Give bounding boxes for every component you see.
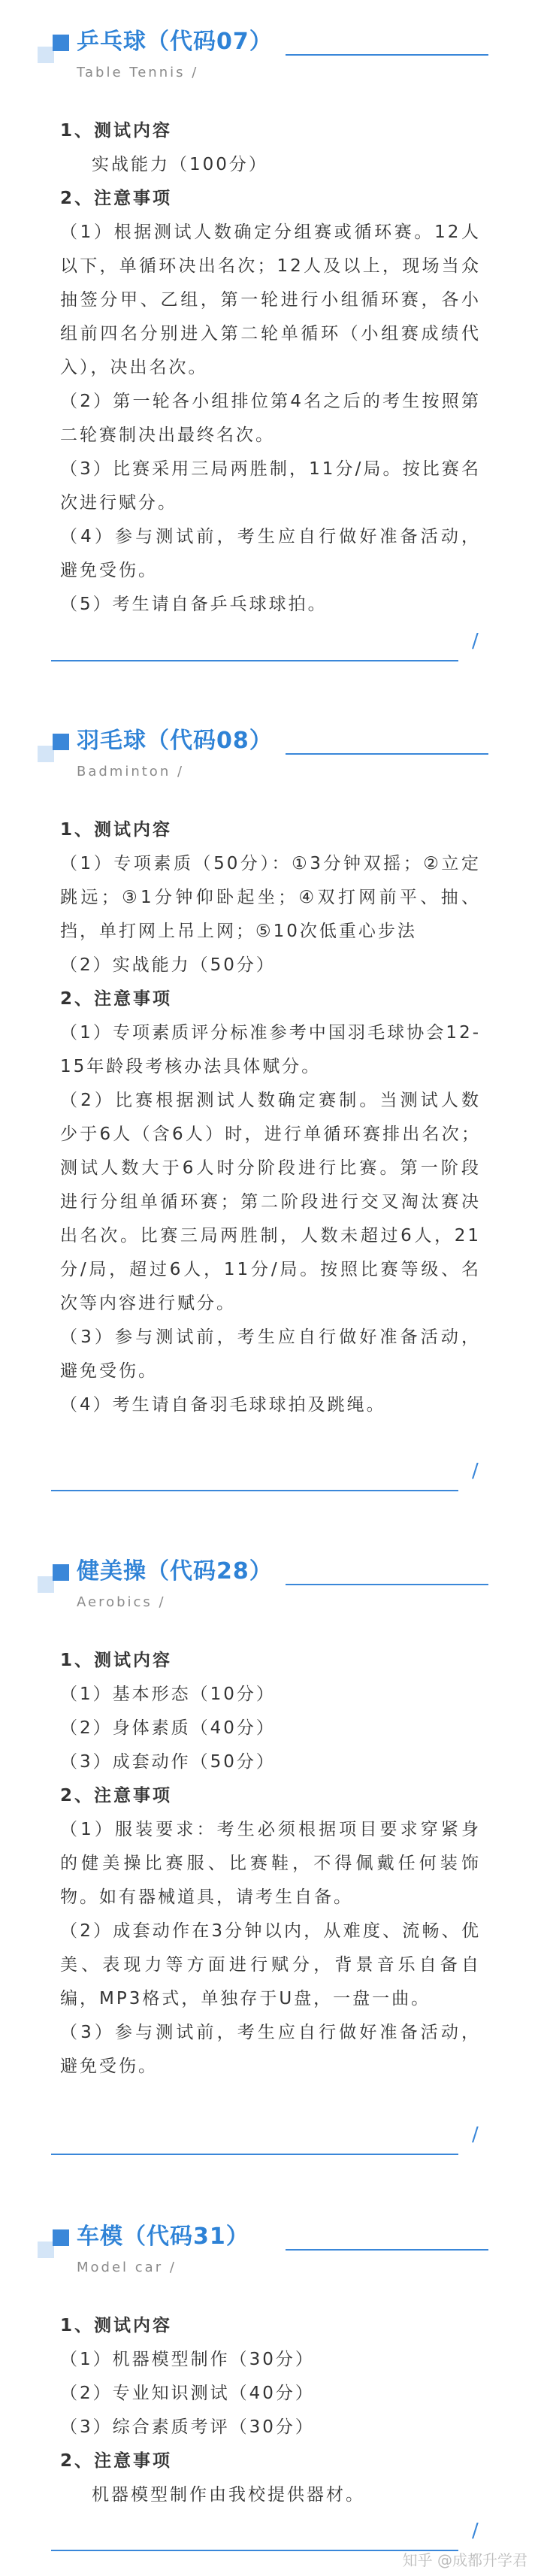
section-subtitle: Aerobics /: [77, 1594, 166, 1610]
section-body: [60, 1644, 481, 2084]
paragraph: （2）第一轮各小组排位第4名之后的考生按照第二轮赛制决出最终名次。: [60, 392, 481, 445]
title-underline: [286, 54, 488, 56]
section-bottom-line: [51, 2154, 458, 2155]
paragraph: （1）基本形态（10分）: [60, 1685, 276, 1704]
decor-square-dark: [53, 1564, 69, 1581]
slash-mark: /: [472, 1460, 479, 1482]
paragraph: （3）综合素质考评（30分）: [60, 2417, 315, 2437]
heading-test-content: 1、测试内容: [60, 1651, 173, 1670]
heading-notes: 2、注意事项: [60, 1786, 173, 1806]
heading-notes: 2、注意事项: [60, 989, 173, 1009]
paragraph: （1）服装要求：考生必须根据项目要求穿紧身的健美操比赛服、比赛鞋，不得佩戴任何装饰物。如有器械道具，请考生自备。: [60, 1820, 481, 1907]
decor-square-light: [38, 2242, 54, 2258]
section-subtitle: Model car /: [77, 2260, 177, 2275]
paragraph: （4）参与测试前，考生应自行做好准备活动，避免受伤。: [60, 527, 481, 580]
slash-mark: /: [472, 2123, 479, 2146]
section-model-car: [0, 2195, 541, 2571]
section-title: 健美操（代码28）: [77, 1558, 273, 1585]
section-bottom-line: [51, 660, 458, 661]
paragraph: （3）参与测试前，考生应自行做好准备活动，避免受伤。: [60, 2023, 481, 2076]
paragraph: （1）专项素质（50分）：①3分钟双摇；②立定跳远；③1分钟仰卧起坐；④双打网前平、抽、挡，单打网上吊上网；⑤10次低重心步法: [60, 854, 481, 941]
section-aerobics: [0, 1530, 541, 2191]
title-underline: [286, 1584, 488, 1585]
decor-square-light: [38, 1576, 54, 1593]
paragraph: （2）实战能力（50分）: [60, 955, 276, 975]
section-body: [60, 2309, 481, 2512]
decor-square-light: [38, 47, 54, 63]
section-bottom-line: [51, 2550, 458, 2551]
paragraph: （3）成套动作（50分）: [60, 1752, 276, 1772]
watermark: 知乎 @成都升学君: [402, 2551, 527, 2569]
section-badminton: [0, 699, 541, 1526]
title-underline: [286, 753, 488, 755]
paragraph: （2）身体素质（40分）: [60, 1718, 276, 1738]
decor-square-dark: [53, 2229, 69, 2246]
slash-mark: /: [472, 2520, 479, 2542]
heading-test-content: 1、测试内容: [60, 121, 173, 141]
decor-square-dark: [53, 35, 69, 51]
section-title: 羽毛球（代码08）: [77, 728, 273, 754]
paragraph: （3）参与测试前，考生应自行做好准备活动，避免受伤。: [60, 1327, 481, 1381]
paragraph: （2）成套动作在3分钟以内，从难度、流畅、优美、表现力等方面进行赋分，背景音乐自备自编，MP3格式，单独存于U盘，一盘一曲。: [60, 1921, 481, 2008]
paragraph: （4）考生请自备羽毛球球拍及跳绳。: [60, 1395, 386, 1415]
paragraph: （1）机器模型制作（30分）: [60, 2350, 315, 2369]
title-underline: [286, 2249, 488, 2251]
section-title: 车模（代码31）: [77, 2223, 249, 2250]
section-body: [60, 813, 481, 1422]
heading-notes: 2、注意事项: [60, 189, 173, 208]
section-title: 乒乓球（代码07）: [77, 29, 273, 55]
decor-square-light: [38, 746, 54, 762]
paragraph: （2）比赛根据测试人数确定赛制。当测试人数少于6人（含6人）时，进行单循环赛排出名次；测试人数大于6人时分阶段进行比赛。第一阶段进行分组单循环赛；第二阶段进行交叉淘汰赛决出名次。比赛三局两胜制，人数未超过6人，21分/局，超过6人，11分/局。按照比赛等级、名次等内容进行赋分。: [60, 1091, 481, 1313]
section-body: [60, 114, 481, 622]
paragraph: （5）考生请自备乒乓球球拍。: [60, 595, 328, 614]
heading-notes: 2、注意事项: [60, 2451, 173, 2471]
paragraph: 实战能力（100分）: [92, 155, 268, 174]
heading-test-content: 1、测试内容: [60, 2316, 173, 2335]
paragraph: 机器模型制作由我校提供器材。: [92, 2485, 365, 2505]
section-bottom-line: [51, 1490, 458, 1491]
paragraph: （1）专项素质评分标准参考中国羽毛球协会12-15年龄段考核办法具体赋分。: [60, 1023, 481, 1076]
section-subtitle: Badminton /: [77, 764, 185, 779]
paragraph: （2）专业知识测试（40分）: [60, 2384, 315, 2403]
paragraph: （3）比赛采用三局两胜制，11分/局。按比赛名次进行赋分。: [60, 459, 481, 513]
slash-mark: /: [472, 630, 479, 652]
section-subtitle: Table Tennis /: [77, 65, 199, 80]
section-table-tennis: [0, 0, 541, 722]
paragraph: （1）根据测试人数确定分组赛或循环赛。12人以下，单循环决出名次；12人及以上，现场当众抽签分甲、乙组，第一轮进行小组循环赛，各小组前四名分别进入第二轮单循环（小组赛成绩代入），决出名次。: [60, 222, 481, 377]
heading-test-content: 1、测试内容: [60, 820, 173, 840]
decor-square-dark: [53, 734, 69, 750]
